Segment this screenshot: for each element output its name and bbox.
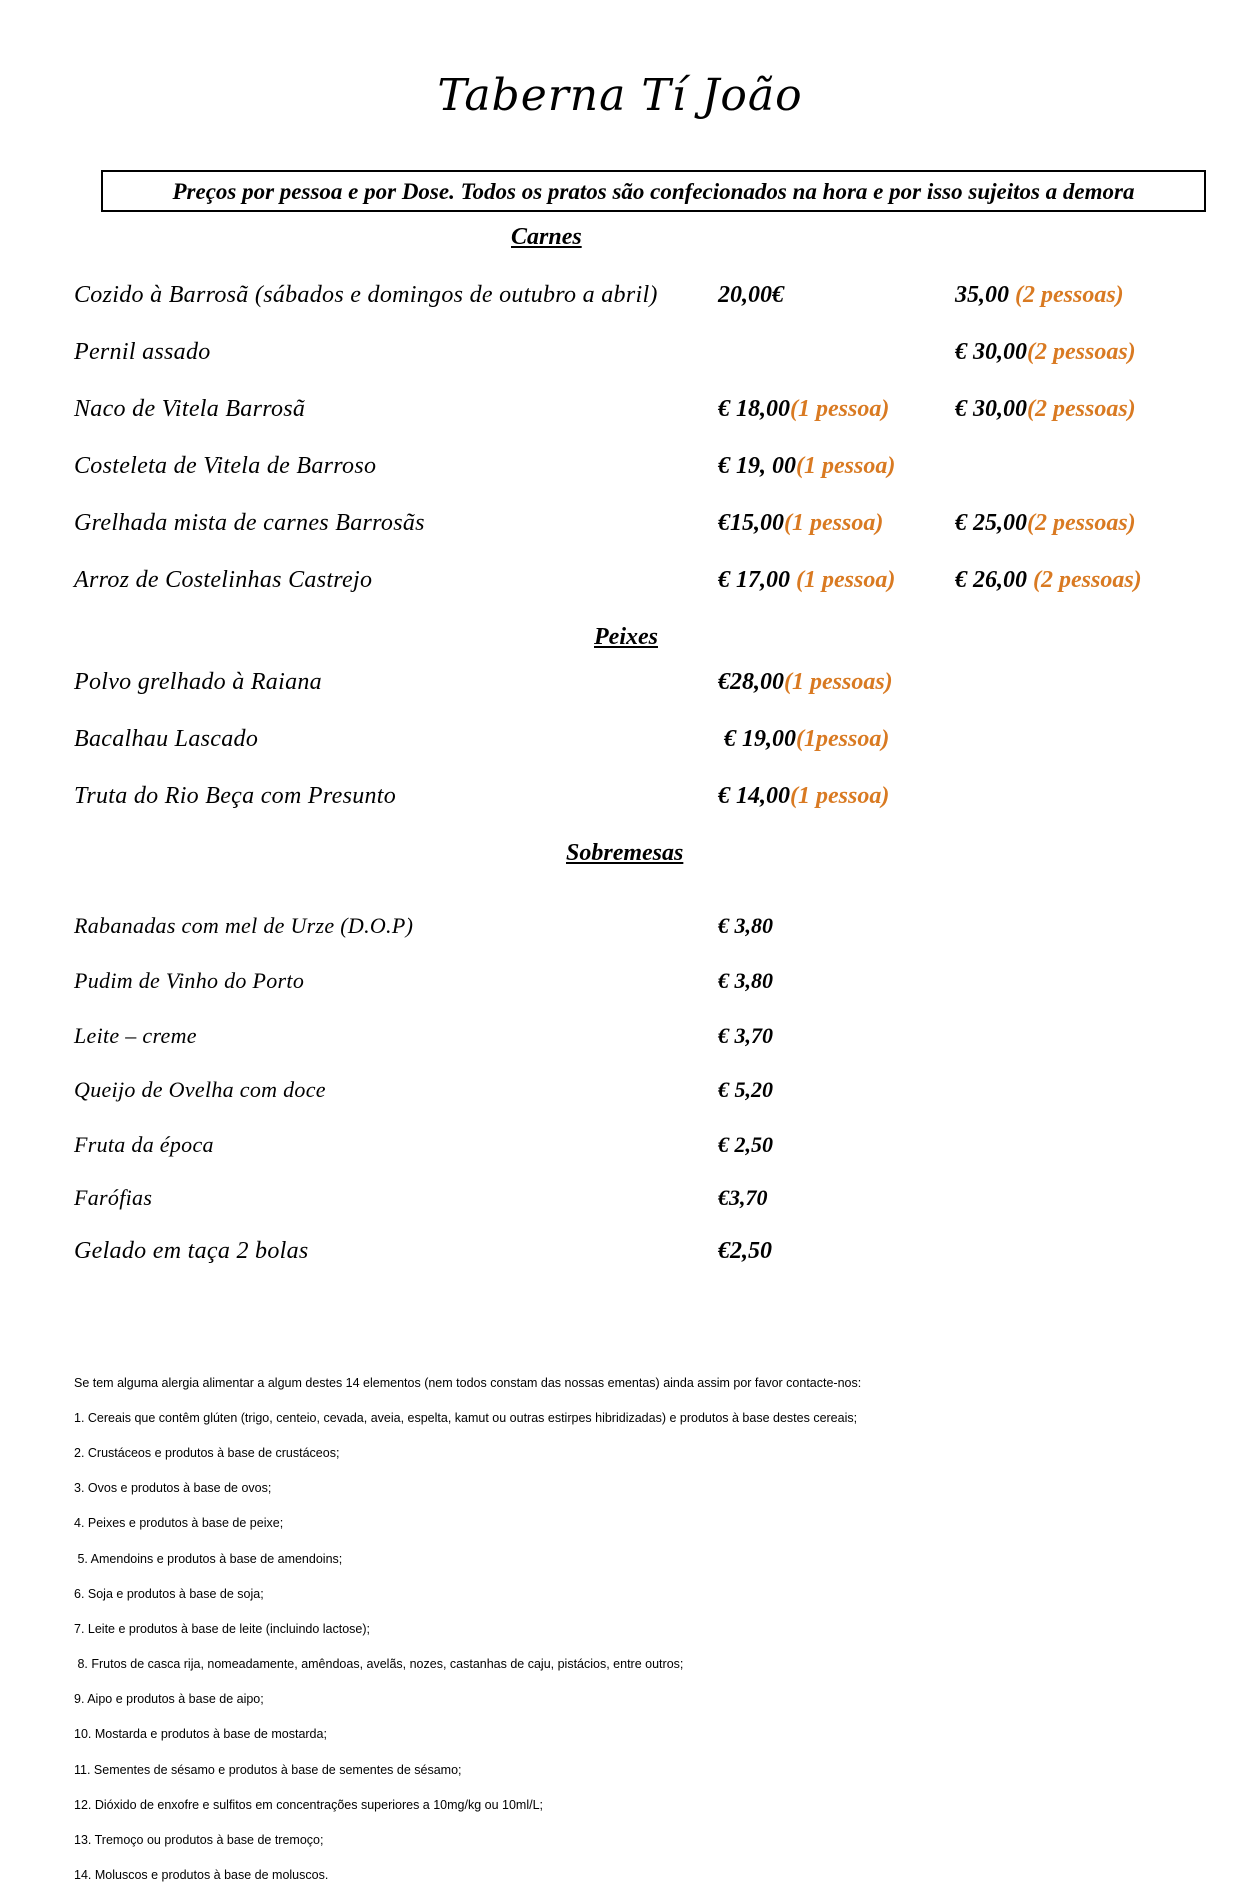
price-double: € 30,00(2 pessoas)	[955, 339, 1136, 365]
allergy-line: 9. Aipo e produtos à base de aipo;	[74, 1692, 264, 1707]
dish-name: Arroz de Costelinhas Castrejo	[74, 567, 373, 593]
allergy-line: 7. Leite e produtos à base de leite (incluindo lactose);	[74, 1621, 371, 1636]
menu-row	[0, 453, 1240, 489]
dessert-price: € 3,70	[718, 1023, 773, 1048]
menu-row	[0, 1023, 1240, 1059]
dessert-name: Queijo de Ovelha com doce	[74, 1077, 326, 1102]
dessert-name: Leite – creme	[74, 1023, 197, 1048]
dessert-name: Rabanadas com mel de Urze (D.O.P)	[74, 913, 414, 938]
dish-name: Cozido à Barrosã (sábados e domingos de outubro a abril)	[74, 282, 658, 308]
dessert-name: Gelado em taça 2 bolas	[74, 1238, 309, 1264]
price-single: €15,00(1 pessoa)	[718, 510, 884, 536]
dessert-price: € 2,50	[718, 1132, 773, 1157]
menu-row	[0, 913, 1240, 949]
menu-row	[0, 726, 1240, 762]
price-single: € 17,00 (1 pessoa)	[718, 567, 896, 593]
dessert-name: Pudim de Vinho do Porto	[74, 968, 305, 993]
allergy-line: 4. Peixes e produtos à base de peixe;	[74, 1516, 284, 1531]
dish-name: Pernil assado	[74, 339, 211, 365]
dish-name: Polvo grelhado à Raiana	[74, 669, 322, 695]
price-double: € 25,00(2 pessoas)	[955, 510, 1136, 536]
menu-row	[0, 1185, 1240, 1221]
menu-row	[0, 669, 1240, 705]
dessert-price: € 3,80	[718, 913, 773, 938]
price-single: € 19,00(1pessoa)	[718, 726, 890, 752]
menu-row	[0, 396, 1240, 432]
price-double: € 30,00(2 pessoas)	[955, 396, 1136, 422]
section-heading-carnes: Carnes	[511, 224, 582, 250]
price-single: € 18,00(1 pessoa)	[718, 396, 890, 422]
allergy-line: 14. Moluscos e produtos à base de moluscos.	[74, 1868, 329, 1883]
price-single: €28,00(1 pessoas)	[718, 669, 893, 695]
menu-row	[0, 339, 1240, 375]
price-double: 35,00 (2 pessoas)	[955, 282, 1124, 308]
menu-row	[0, 510, 1240, 546]
dish-name: Bacalhau Lascado	[74, 726, 259, 752]
allergy-line: 2. Crustáceos e produtos à base de crustáceos;	[74, 1445, 340, 1460]
price-double: € 26,00 (2 pessoas)	[955, 567, 1142, 593]
menu-row	[0, 567, 1240, 603]
section-heading-peixes: Peixes	[594, 624, 658, 650]
menu-row	[0, 1077, 1240, 1113]
allergy-line: 8. Frutos de casca rija, nomeadamente, amêndoas, avelãs, nozes, castanhas de caju, pistácios, entre outros;	[74, 1657, 684, 1672]
allergy-line: 13. Tremoço ou produtos à base de tremoço;	[74, 1833, 324, 1848]
menu-row	[0, 282, 1240, 318]
price-single: 20,00€	[718, 282, 784, 308]
menu-row	[0, 968, 1240, 1004]
price-single: € 19, 00(1 pessoa)	[718, 453, 896, 479]
menu-row	[0, 1238, 1240, 1274]
dessert-price: €2,50	[718, 1238, 772, 1264]
allergy-line: 3. Ovos e produtos à base de ovos;	[74, 1481, 272, 1496]
menu-row	[0, 1132, 1240, 1168]
dish-name: Truta do Rio Beça com Presunto	[74, 783, 397, 809]
page-title: Taberna Tí João	[437, 70, 803, 121]
dessert-name: Fruta da época	[74, 1132, 214, 1157]
dish-name: Naco de Vitela Barrosã	[74, 396, 306, 422]
allergy-line: 1. Cereais que contêm glúten (trigo, centeio, cevada, aveia, espelta, kamut ou outras estirpes hibridizadas) e produtos à base destes cereais;	[74, 1410, 858, 1425]
dessert-price: € 5,20	[718, 1077, 773, 1102]
allergy-line: 6. Soja e produtos à base de soja;	[74, 1586, 264, 1601]
price-single: € 14,00(1 pessoa)	[718, 783, 890, 809]
dessert-name: Farófias	[74, 1185, 153, 1210]
menu-row	[0, 783, 1240, 819]
allergy-notice	[74, 1357, 1174, 1902]
section-heading-sobremesas: Sobremesas	[566, 840, 684, 866]
dish-name: Grelhada mista de carnes Barrosãs	[74, 510, 425, 536]
price-notice: Preços por pessoa e por Dose. Todos os pratos são confecionados na hora e por isso sujeitos a demora	[101, 170, 1206, 212]
dish-name: Costeleta de Vitela de Barroso	[74, 453, 377, 479]
allergy-line: 10. Mostarda e produtos à base de mostarda;	[74, 1727, 327, 1742]
dessert-price: € 3,80	[718, 968, 773, 993]
dessert-price: €3,70	[718, 1185, 768, 1210]
allergy-line: 12. Dióxido de enxofre e sulfitos em concentrações superiores a 10mg/kg ou 10ml/L;	[74, 1797, 544, 1812]
allergy-line: 11. Sementes de sésamo e produtos à base de sementes de sésamo;	[74, 1762, 462, 1777]
allergy-line: Se tem alguma alergia alimentar a algum destes 14 elementos (nem todos constam das nossas ementas) ainda assim por favor contacte-nos:	[74, 1375, 862, 1390]
allergy-line: 5. Amendoins e produtos à base de amendoins;	[74, 1551, 343, 1566]
